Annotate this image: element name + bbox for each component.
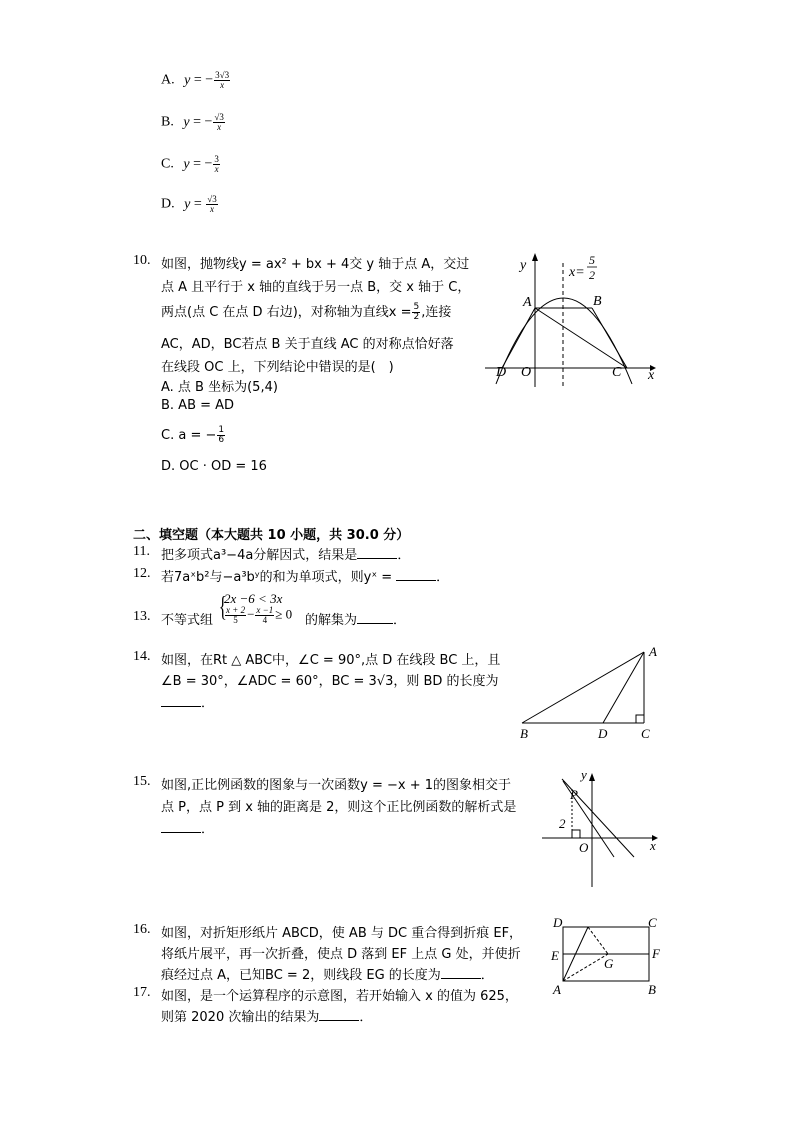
q13-ineq2: $\frac{x + 2}{5}$ − $\frac{x -1}{4}$ ≥ 0 (226, 605, 293, 625)
q9-option-c: C. y = − $\frac{3}{x}$ (161, 154, 219, 174)
q14-triangle-figure (512, 642, 662, 744)
q17-number: 17. (133, 985, 151, 1000)
q15-number: 15. (133, 774, 151, 789)
label-b: B (648, 982, 656, 997)
segment-ad (603, 652, 644, 723)
section-2-title: 二、填空题（本大题共 10 小题，共 30.0 分） (133, 528, 410, 543)
right-angle-mark (572, 830, 580, 838)
segment-ac (535, 308, 627, 368)
q12-answer-blank[interactable] (396, 580, 436, 581)
label-d: D (496, 365, 507, 380)
q10-option-c: C. a = − $\frac{1}{6}$ (161, 425, 225, 445)
q15-line1: 如图,正比例函数的图象与一次函数y = −x + 1的图象相交于 (161, 778, 511, 793)
q10-line2: 点 A 且平行于 x 轴的直线于另一点 B，交 x 轴于 C， (161, 280, 471, 295)
label-a: A (649, 644, 657, 659)
q12-text: 若7aˣb²与−a³bʸ的和为单项式，则yˣ = ． (161, 570, 450, 585)
q16-line2: 将纸片展平，再一次折叠，使点 D 落到 EF 上点 G 处，并使折 (161, 947, 521, 962)
label-o: O (579, 840, 589, 855)
label-c: C (648, 915, 657, 930)
q17-line1: 如图，是一个运算程序的示意图，若开始输入 x 的值为 625， (161, 989, 518, 1004)
segment-bc (592, 308, 627, 368)
q14-line2: ∠B = 30°，∠ADC = 60°，BC = 3√3，则 BD 的长度为 (161, 674, 499, 689)
side-ab (522, 652, 644, 723)
q9-option-b: B. y = − $\frac{√3}{x}$ (161, 112, 224, 132)
q15-function-figure (538, 765, 663, 890)
q14-line3: ． (161, 692, 214, 711)
q11-number: 11. (133, 544, 150, 559)
q14-answer-blank[interactable] (161, 706, 201, 707)
q14-line1: 如图，在Rt △ ABC中，∠C = 90°,点 D 在线段 BC 上，且 (161, 653, 501, 668)
q10-line3: 两点(点 C 在点 D 右边)，对称轴为直线x = $\frac{5}{2}$ ,连接 (161, 302, 452, 322)
q17-line2: 则第 2020 次输出的结果为 ． (161, 1010, 373, 1025)
q10-line4: AC，AD，BC若点 B 关于直线 AC 的对称点恰好落 (161, 337, 454, 352)
label-b: B (520, 726, 528, 741)
label-b: B (593, 294, 602, 309)
q15-answer-blank[interactable] (161, 832, 201, 833)
q13-number: 13. (133, 609, 151, 624)
q10-line1: 如图，抛物线y = ax² + bx + 4交 y 轴于点 A，交过 (161, 257, 470, 272)
x-axis-label: x (648, 368, 655, 383)
q14-number: 14. (133, 649, 151, 664)
q16-number: 16. (133, 922, 151, 937)
q10-option-b: B. AB = AD (161, 398, 235, 413)
label-f: F (652, 946, 660, 961)
right-angle-mark (636, 715, 644, 723)
q16-rectangle-figure (548, 912, 666, 998)
y-axis-arrow (589, 773, 595, 781)
q17-answer-blank[interactable] (319, 1020, 359, 1021)
q15-line3: ． (161, 818, 214, 837)
symmetry-axis-label: x= (569, 265, 585, 280)
q11-answer-blank[interactable] (357, 558, 397, 559)
symmetry-axis-den: 2 (589, 268, 595, 282)
q10-parabola-figure (480, 245, 660, 390)
q16-line1: 如图，对折矩形纸片 ABCD，使 AB 与 DC 重合得到折痕 EF， (161, 926, 523, 941)
segment-dg-dashed (588, 927, 608, 954)
q10-option-d: D. OC · OD = 16 (161, 459, 267, 474)
x-axis-label: x (650, 838, 656, 853)
q10-line5: 在线段 OC 上，下列结论中错误的是( ) (161, 360, 394, 375)
y-axis-label: y (520, 258, 527, 273)
label-g: G (604, 956, 614, 971)
segment-ad (502, 308, 535, 368)
label-o: O (521, 365, 532, 380)
y-axis-arrow (532, 253, 538, 261)
label-a: A (523, 295, 532, 310)
label-p: P (570, 787, 578, 802)
q10-number: 10. (133, 253, 151, 268)
q13-suffix: 的解集为 ． (305, 613, 407, 628)
symmetry-axis-num: 5 (589, 253, 595, 267)
q13-ineq1: 2x −6 < 3x (224, 591, 283, 606)
label-e: E (551, 948, 559, 963)
q16-line3: 痕经过点 A，已知BC = 2，则线段 EG 的长度为 ． (161, 968, 494, 983)
q9-option-d: D. y = $\frac{√3}{x}$ (161, 194, 217, 214)
q13-brace: { (218, 592, 227, 623)
label-d: D (553, 915, 563, 930)
q13-prefix: 不等式组 (161, 613, 214, 628)
q16-answer-blank[interactable] (441, 978, 481, 979)
q12-number: 12. (133, 566, 151, 581)
q13-answer-blank[interactable] (357, 623, 393, 624)
label-two: 2 (559, 816, 566, 831)
q11-text: 把多项式a³−4a分解因式，结果是 ． (161, 548, 411, 563)
q10-option-a: A. 点 B 坐标为(5,4) (161, 380, 278, 395)
q15-line2: 点 P，点 P 到 x 轴的距离是 2，则这个正比例函数的解析式是 (161, 800, 517, 815)
label-c: C (612, 365, 622, 380)
label-c: C (641, 726, 650, 741)
label-d: D (598, 726, 608, 741)
label-a: A (553, 982, 561, 997)
y-axis-label: y (581, 767, 587, 782)
q9-option-a: A. y = − $\frac{3√3}{x}$ (161, 70, 230, 90)
